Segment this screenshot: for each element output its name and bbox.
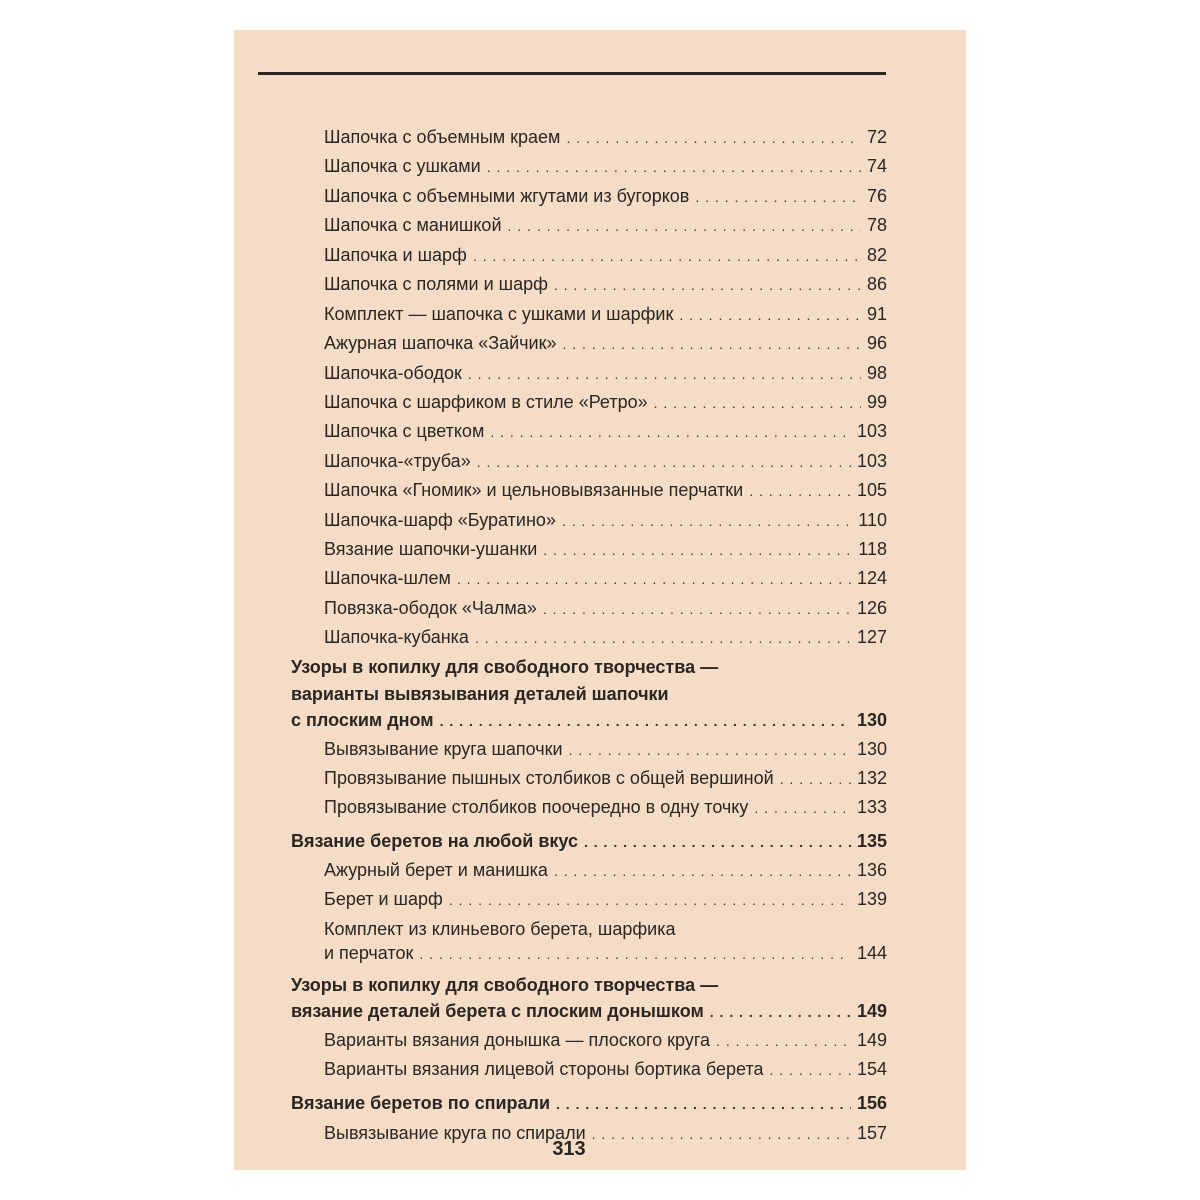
toc-leader-dots: [440, 709, 851, 733]
toc-entry-page: 74: [866, 156, 887, 176]
toc-entry-title: Ажурная шапочка «Зайчик»: [324, 333, 557, 353]
toc-entry-title: Шапочка с цветком: [324, 421, 485, 441]
toc-entry-page: 127: [856, 627, 887, 647]
toc-leader-dots: [710, 1000, 851, 1024]
toc-entry: [324, 390, 887, 415]
toc-entry-page: 96: [866, 333, 887, 353]
toc-entry: [324, 596, 887, 621]
toc-entry-page: 130: [856, 739, 887, 759]
toc-entry: [324, 331, 887, 356]
toc-entry: [324, 302, 887, 327]
toc-entry-page: 139: [856, 889, 887, 909]
toc-leader-dots: [695, 185, 861, 209]
toc-section-entry: [291, 1091, 887, 1116]
toc-entry-title: Вывязывание круга по спирали: [324, 1123, 586, 1143]
toc-entry-line: Комплект из клиньевого берета, шарфика: [324, 919, 676, 939]
toc-entry-title: Шапочка с объемным краем: [324, 127, 561, 147]
toc-entry-title: Шапочка с объемными жгутами из бугорков: [324, 186, 690, 206]
toc-leader-dots: [554, 859, 851, 883]
toc-leader-dots: [654, 391, 861, 415]
toc-entry: [324, 125, 887, 150]
toc-entry-page: 133: [856, 797, 887, 817]
toc-leader-dots: [419, 942, 851, 966]
toc-entry-title: Шапочка с манишкой: [324, 215, 502, 235]
toc-entry-page: 144: [856, 943, 887, 963]
toc-entry-page: 82: [866, 245, 887, 265]
toc-entry-title: Шапочка «Гномик» и цельновывязанные перчатки: [324, 480, 744, 500]
toc-entry-page: 149: [856, 1030, 887, 1050]
toc-leader-dots: [543, 538, 852, 562]
toc-leader-dots: [780, 767, 851, 791]
toc-section-line: Узоры в копилку для свободного творчества —: [291, 975, 719, 995]
toc-entry-page: 110: [858, 510, 887, 530]
toc-entry-page: 124: [856, 568, 887, 588]
toc-leader-dots: [584, 830, 851, 854]
toc-entry-title: Шапочка с ушками: [324, 156, 481, 176]
toc-entry-page: 91: [866, 304, 887, 324]
toc-entry-title: Берет и шарф: [324, 889, 443, 909]
toc-leader-dots: [477, 450, 851, 474]
toc-entry: [324, 1057, 887, 1082]
toc-entry-page: 136: [856, 860, 887, 880]
toc-entry-title: с плоским дном: [291, 710, 434, 730]
toc-entry-page: 103: [856, 421, 887, 441]
toc-entry: [324, 737, 887, 762]
toc-section-line: Узоры в копилку для свободного творчества —: [291, 657, 719, 677]
toc-entry-page: 126: [856, 598, 887, 618]
toc-leader-dots: [563, 332, 861, 356]
toc-entry-page: 132: [856, 768, 887, 788]
toc-entry-title: Варианты вязания лицевой стороны бортика берета: [324, 1059, 764, 1079]
toc-entry-title: Вязание беретов по спирали: [291, 1093, 551, 1113]
toc-leader-dots: [562, 509, 852, 533]
toc-entry: [324, 795, 887, 820]
toc-entry-title: Комплект — шапочка с ушками и шарфик: [324, 304, 674, 324]
toc-entry-title: Повязка-ободок «Чалма»: [324, 598, 537, 618]
toc-section-entry: [291, 829, 887, 854]
toc-leader-dots: [487, 155, 861, 179]
toc-entry-page: 103: [856, 451, 887, 471]
toc-entry-title: Шапочка с полями и шарф: [324, 274, 548, 294]
toc-leader-dots: [457, 567, 851, 591]
toc-entry-page: 76: [866, 186, 887, 206]
toc-entry-title: Вывязывание круга шапочки: [324, 739, 563, 759]
toc-entry-page: 157: [856, 1123, 887, 1143]
toc-entry-page: 78: [866, 215, 887, 235]
toc-entry-title: Варианты вязания донышка — плоского круга: [324, 1030, 711, 1050]
toc-entry-title: Провязывание столбиков поочередно в одну точку: [324, 797, 749, 817]
toc-leader-dots: [679, 303, 861, 327]
header-rule: [258, 72, 886, 75]
toc-leader-dots: [508, 214, 861, 238]
toc-leader-dots: [490, 420, 851, 444]
toc-entry: [324, 478, 887, 503]
toc-leader-dots: [554, 273, 861, 297]
toc-leader-dots: [473, 244, 861, 268]
toc-entry: [324, 184, 887, 209]
toc-entry-title: и перчаток: [324, 943, 414, 963]
toc-leader-dots: [749, 479, 851, 503]
toc-entry-title: Шапочка с шарфиком в стиле «Ретро»: [324, 392, 648, 412]
toc-leader-dots: [449, 888, 851, 912]
page-number: 313: [552, 1138, 586, 1160]
toc-entry-page: 98: [866, 363, 887, 383]
toc-entry: [324, 419, 887, 444]
toc-entry: [324, 272, 887, 297]
toc-entry-page: 72: [866, 127, 887, 147]
toc-entry: [324, 537, 887, 562]
toc-leader-dots: [569, 738, 851, 762]
toc-section-line: варианты вывязывания деталей шапочки: [291, 684, 669, 704]
toc-section-entry: [291, 999, 887, 1024]
toc-entry: [324, 766, 887, 791]
toc-entry-title: Шапочка-шарф «Буратино»: [324, 510, 556, 530]
toc-leader-dots: [754, 796, 851, 820]
toc-entry: [324, 858, 887, 883]
toc-entry: [324, 154, 887, 179]
toc-entry-page: 130: [856, 710, 887, 730]
toc-entry-title: Шапочка и шарф: [324, 245, 467, 265]
toc-entry-page: 156: [856, 1093, 887, 1113]
toc-entry-title: Вязание беретов на любой вкус: [291, 831, 578, 851]
toc-entry-title: Вязание шапочки-ушанки: [324, 539, 538, 559]
toc-entry-page: 99: [866, 392, 887, 412]
toc-entry-page: 154: [856, 1059, 887, 1079]
toc-entry-title: Шапочка-шлем: [324, 568, 451, 588]
toc-entry-page: 118: [858, 539, 887, 559]
toc-entry-page: 105: [856, 480, 887, 500]
toc-section-entry: [291, 708, 887, 733]
toc-entry-title: Шапочка-ободок: [324, 363, 462, 383]
toc-entry: [324, 449, 887, 474]
toc-entry: [324, 625, 887, 650]
toc-entry: [324, 887, 887, 912]
toc-entry-title: Провязывание пышных столбиков с общей вершиной: [324, 768, 774, 788]
toc-entry: [324, 213, 887, 238]
toc-leader-dots: [475, 626, 851, 650]
toc-entry: [324, 508, 887, 533]
toc-leader-dots: [468, 362, 861, 386]
toc-leader-dots: [566, 126, 861, 150]
book-page: [234, 30, 966, 1170]
toc-entry-title: Шапочка-кубанка: [324, 627, 469, 647]
toc-entry: [324, 566, 887, 591]
toc-leader-dots: [770, 1058, 851, 1082]
toc-entry: [324, 941, 887, 966]
toc-entry-page: 86: [866, 274, 887, 294]
toc-entry: [324, 361, 887, 386]
toc-entry: [324, 1028, 887, 1053]
toc-entry-page: 135: [856, 831, 887, 851]
toc-entry-page: 149: [856, 1001, 887, 1021]
toc-entry-title: вязание деталей берета с плоским донышком: [291, 1001, 704, 1021]
toc-leader-dots: [556, 1092, 851, 1116]
toc-entry: [324, 243, 887, 268]
toc-leader-dots: [543, 597, 851, 621]
toc-entry-title: Ажурный берет и манишка: [324, 860, 548, 880]
toc-leader-dots: [716, 1029, 851, 1053]
toc-entry-title: Шапочка-«труба»: [324, 451, 471, 471]
